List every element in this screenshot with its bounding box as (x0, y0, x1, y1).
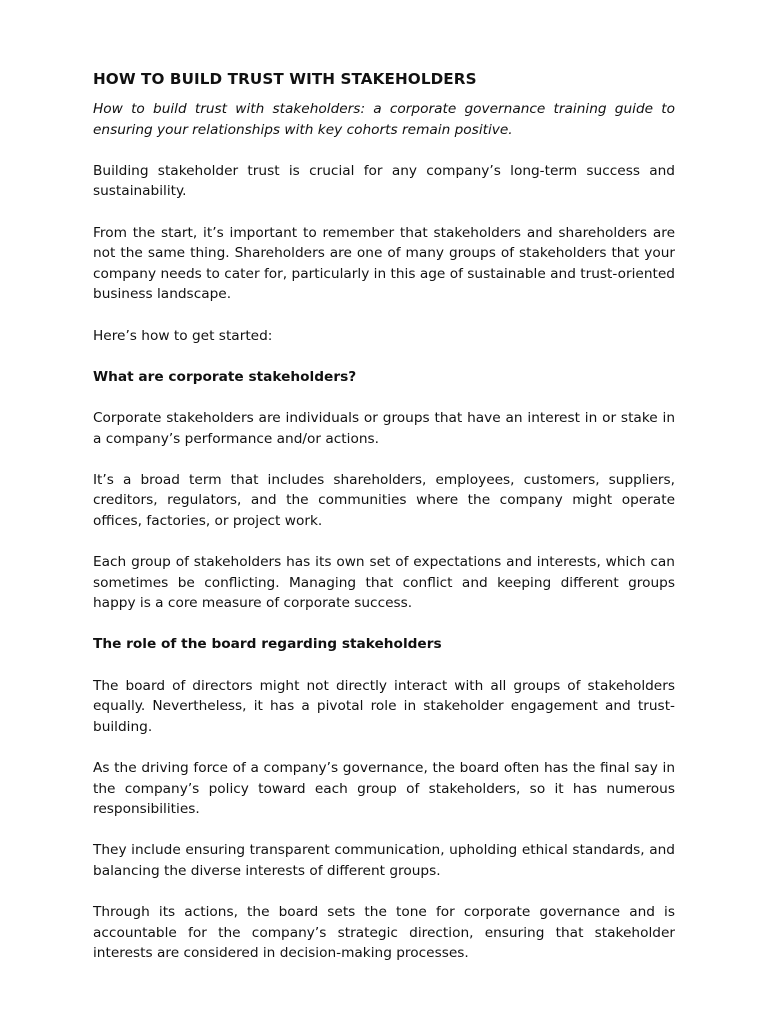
body-paragraph: From the start, it’s important to remember that stakeholders and shareholders are not the same thing. Shareholders are one of many groups of stakeholders that your company needs to cater for, particularly in this age of sustainable and trust-oriented business landscape. (93, 224, 675, 303)
body-paragraph: Here’s how to get started: (93, 327, 273, 344)
body-paragraph: Each group of stakeholders has its own set of expectations and interests, which can sometimes be conflicting. Managing that conflict and keeping different groups happy is a core measure of corporate success. (93, 554, 675, 612)
intro-paragraph: How to build trust with stakeholders: a corporate governance training guide to ensuring your relationships with key cohorts remain positive. (93, 101, 675, 138)
body-paragraph: Building stakeholder trust is crucial for any company’s long-term success and sustainability. (93, 162, 675, 200)
body-paragraph: As the driving force of a company’s governance, the board often has the final say in the company’s policy toward each group of stakeholders, so it has numerous responsibilities. (93, 760, 675, 818)
body-paragraph: It’s a broad term that includes shareholders, employees, customers, suppliers, creditors, regulators, and the communities where the company might operate offices, factories, or project work. (93, 471, 675, 529)
body-paragraph: The board of directors might not directly interact with all groups of stakeholders equally. Nevertheless, it has a pivotal role in stakeholder engagement and trust-building. (93, 677, 675, 735)
section-heading: What are corporate stakeholders? (93, 368, 357, 385)
body-paragraph: Corporate stakeholders are individuals or groups that have an interest in or stake in a company’s performance and/or actions. (93, 409, 675, 447)
document-page (93, 68, 675, 985)
section-heading: The role of the board regarding stakeholders (93, 636, 442, 653)
body-paragraph: Through its actions, the board sets the tone for corporate governance and is accountable for the company’s strategic direction, ensuring that stakeholder interests are considered in decision-making processes. (93, 904, 675, 962)
body-paragraph: They include ensuring transparent communication, upholding ethical standards, and balancing the diverse interests of different groups. (93, 842, 675, 879)
document-title: HOW TO BUILD TRUST WITH STAKEHOLDERS (93, 70, 477, 88)
